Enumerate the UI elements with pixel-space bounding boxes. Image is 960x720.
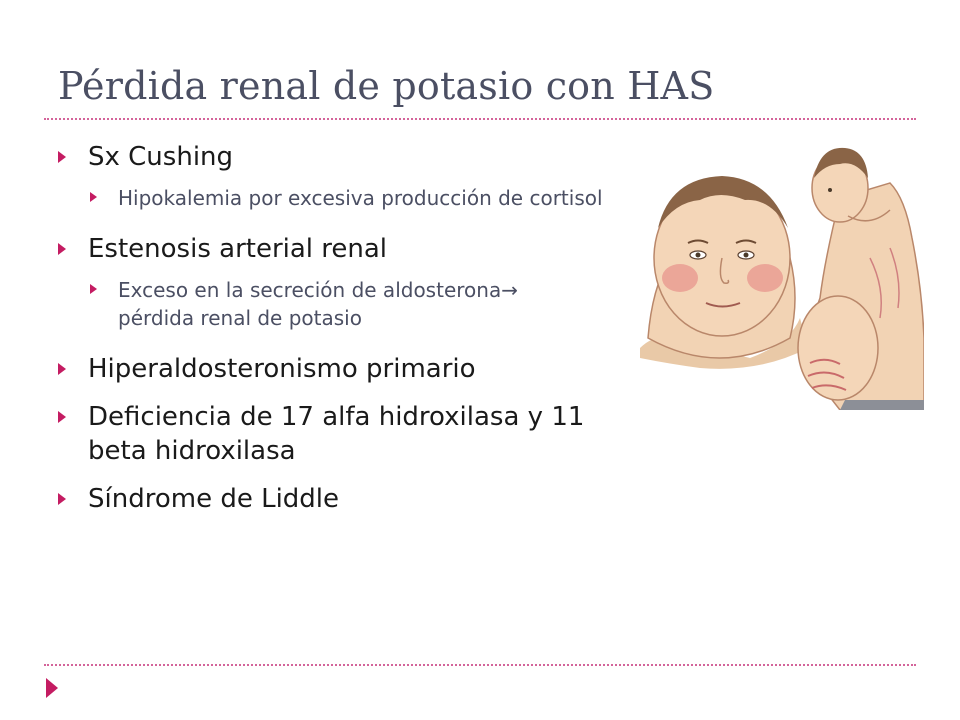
bullet-item [58,140,638,174]
bullet-arrow-icon [58,363,66,375]
bullet-arrow-icon [58,243,66,255]
slide-marker-icon [46,678,58,698]
bullet-text: Deficiencia de 17 alfa hidroxilasa y 11 beta hidroxilasa [88,402,585,466]
cushing-patient-illustration [640,138,924,410]
right-arrow-icon: → [501,278,518,302]
moon-face-icon [640,176,808,369]
footer-divider [44,664,916,666]
bullet-text: Estenosis arterial renal [88,234,388,264]
bullet-arrow-icon [90,284,97,294]
slide-title: Pérdida renal de potasio con HAS [58,64,715,108]
obese-torso-icon [798,148,924,410]
bullet-item [58,400,648,468]
sub-bullet-text: Hipokalemia por excesiva producción de cortisol [118,186,603,210]
bullet-arrow-icon [58,411,66,423]
sub-bullet-text: pérdida renal de potasio [118,306,362,330]
bullet-arrow-icon [58,151,66,163]
bullet-item [58,482,638,516]
bullet-text: Hiperaldosteronismo primario [88,354,476,384]
bullet-text: Síndrome de Liddle [88,484,340,514]
sub-bullet-item [58,184,638,212]
sub-bullet-item [58,276,648,332]
bullet-arrow-icon [90,192,97,202]
bullet-text: Sx Cushing [88,142,234,172]
bullet-item [58,352,638,386]
bullet-item [58,232,638,266]
bullet-list [58,140,638,534]
bullet-arrow-icon [58,493,66,505]
sub-bullet-text: Exceso en la secreción de aldosterona [118,278,502,302]
title-divider [44,118,916,120]
